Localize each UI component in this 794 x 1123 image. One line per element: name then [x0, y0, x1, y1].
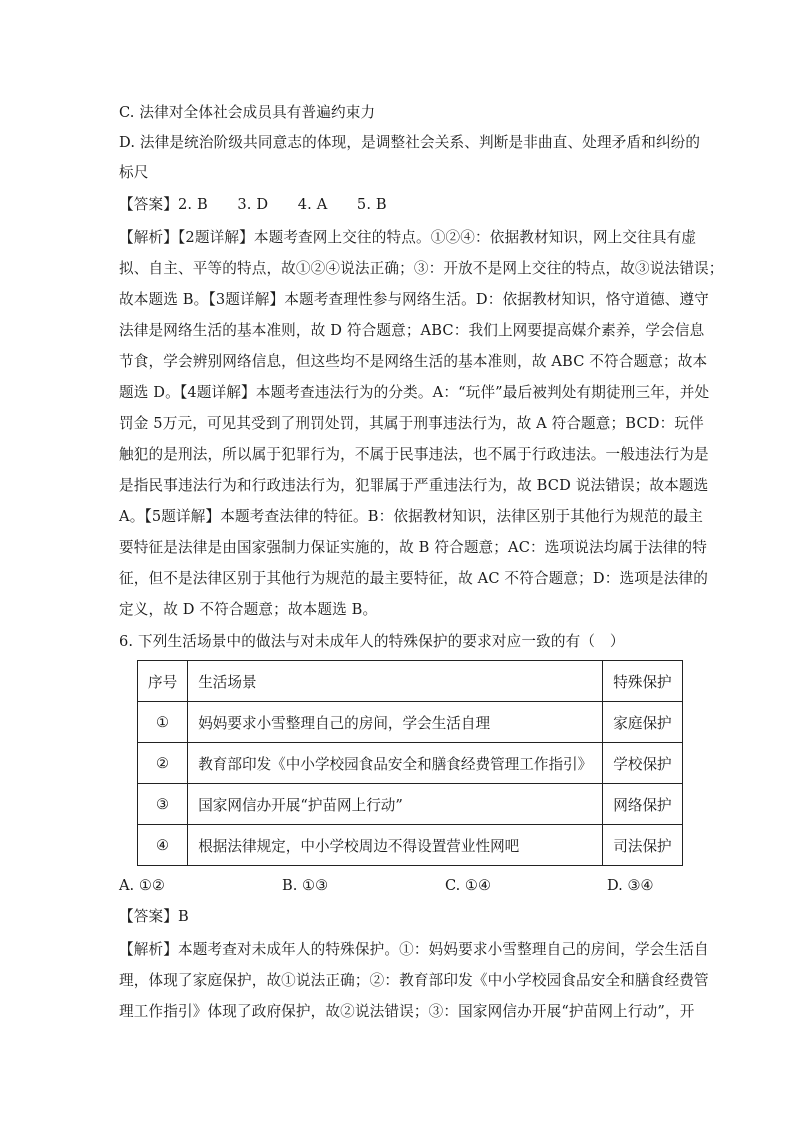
table-header-row [138, 661, 683, 702]
analysis-6-line: 理工作指引》体现了政府保护，故②说法错误；③：国家网信办开展“护苗网上行动”，开 [119, 1003, 695, 1020]
analysis-line: 触犯的是刑法，所以属于犯罪行为，不属于民事违法，也不属于行政违法。一般违法行为是 [119, 446, 709, 463]
table-cell: 网络保护 [603, 784, 682, 825]
analysis-line: 拟、自主、平等的特点，故①②④说法正确；③：开放不是网上交往的特点，故③说法错误； [119, 260, 724, 277]
header-cell: 生活场景 [188, 661, 603, 702]
analysis-line: 要特征是法律是由国家强制力保证实施的，故 B 符合题意；AC：选项说法均属于法律的特 [119, 539, 707, 556]
table-cell: ② [138, 743, 188, 784]
analysis-line: 【解析】【2题详解】本题考查网上交往的特点。①②④：依据教材知识，网上交往具有虚 [119, 229, 697, 246]
option-d-text: D. 法律是统治阶级共同意志的体现，是调整社会关系、判断是非曲直、处理矛盾和纠纷的 [119, 134, 701, 151]
analysis-line: 题选 D。【4题详解】本题考查违法行为的分类。A：“玩伴”最后被判处有期徒刑三年，并处 [119, 384, 710, 401]
table-cell: ③ [138, 784, 188, 825]
analysis-line: 定义，故 D 不符合题意；故本题选 B。 [119, 601, 378, 618]
table-cell: 司法保护 [603, 825, 682, 866]
table-row [138, 743, 683, 784]
option-c-text: C. 法律对全体社会成员具有普遍约束力 [119, 104, 376, 121]
option-b: B. ①③ [282, 877, 329, 894]
option-c: C. ①④ [445, 877, 492, 894]
analysis-line: 是指民事违法行为和行政违法行为，犯罪属于严重违法行为，故 BCD 说法错误；故本题选 [119, 477, 709, 494]
protection-table [137, 660, 683, 866]
answer-2-5: 【答案】2. B 3. D 4. A 5. B [119, 196, 387, 213]
analysis-line: 法律是网络生活的基本准则，故 D 符合题意；ABC：我们上网要提高媒介素养，学会信息 [119, 322, 705, 339]
answer-6: 【答案】B [119, 908, 189, 925]
analysis-6-line: 理，体现了家庭保护，故①说法正确；②：教育部印发《中小学校园食品安全和膳食经费管 [119, 972, 709, 989]
question-6: 6. 下列生活场景中的做法与对未成年人的特殊保护的要求对应一致的有（ ） [119, 633, 625, 650]
analysis-line: 征，但不是法律区别于其他行为规范的最主要特征，故 AC 不符合题意；D：选项是法律的 [119, 570, 708, 587]
table-cell: 国家网信办开展“护苗网上行动” [188, 784, 603, 825]
table-row [138, 702, 683, 743]
table-row [138, 784, 683, 825]
analysis-line: A。【5题详解】本题考查法律的特征。B：依据教材知识，法律区别于其他行为规范的最主 [119, 508, 703, 525]
table-cell: ④ [138, 825, 188, 866]
analysis-line: 节食，学会辨别网络信息，但这些均不是网络生活的基本准则，故 ABC 不符合题意；故本 [119, 353, 708, 370]
analysis-line: 故本题选 B。【3题详解】本题考查理性参与网络生活。D：依据教材知识，恪守道德、遵守 [119, 291, 709, 308]
table-cell: 学校保护 [603, 743, 682, 784]
header-cell: 序号 [138, 661, 188, 702]
header-cell: 特殊保护 [603, 661, 682, 702]
analysis-6-line: 【解析】本题考查对未成年人的特殊保护。①：妈妈要求小雪整理自己的房间，学会生活自 [119, 941, 709, 958]
option-d-text-cont: 标尺 [119, 164, 149, 181]
option-a: A. ①② [119, 877, 165, 894]
table-row [138, 825, 683, 866]
table-cell: ① [138, 702, 188, 743]
table-cell: 妈妈要求小雪整理自己的房间，学会生活自理 [188, 702, 603, 743]
table-cell: 根据法律规定，中小学校周边不得设置营业性网吧 [188, 825, 603, 866]
analysis-line: 罚金 5万元，可见其受到了刑罚处罚，其属于刑事违法行为，故 A 符合题意；BCD：玩伴 [119, 415, 704, 432]
option-d: D. ③④ [607, 877, 654, 894]
table-cell: 教育部印发《中小学校园食品安全和膳食经费管理工作指引》 [188, 743, 603, 784]
table-cell: 家庭保护 [603, 702, 682, 743]
